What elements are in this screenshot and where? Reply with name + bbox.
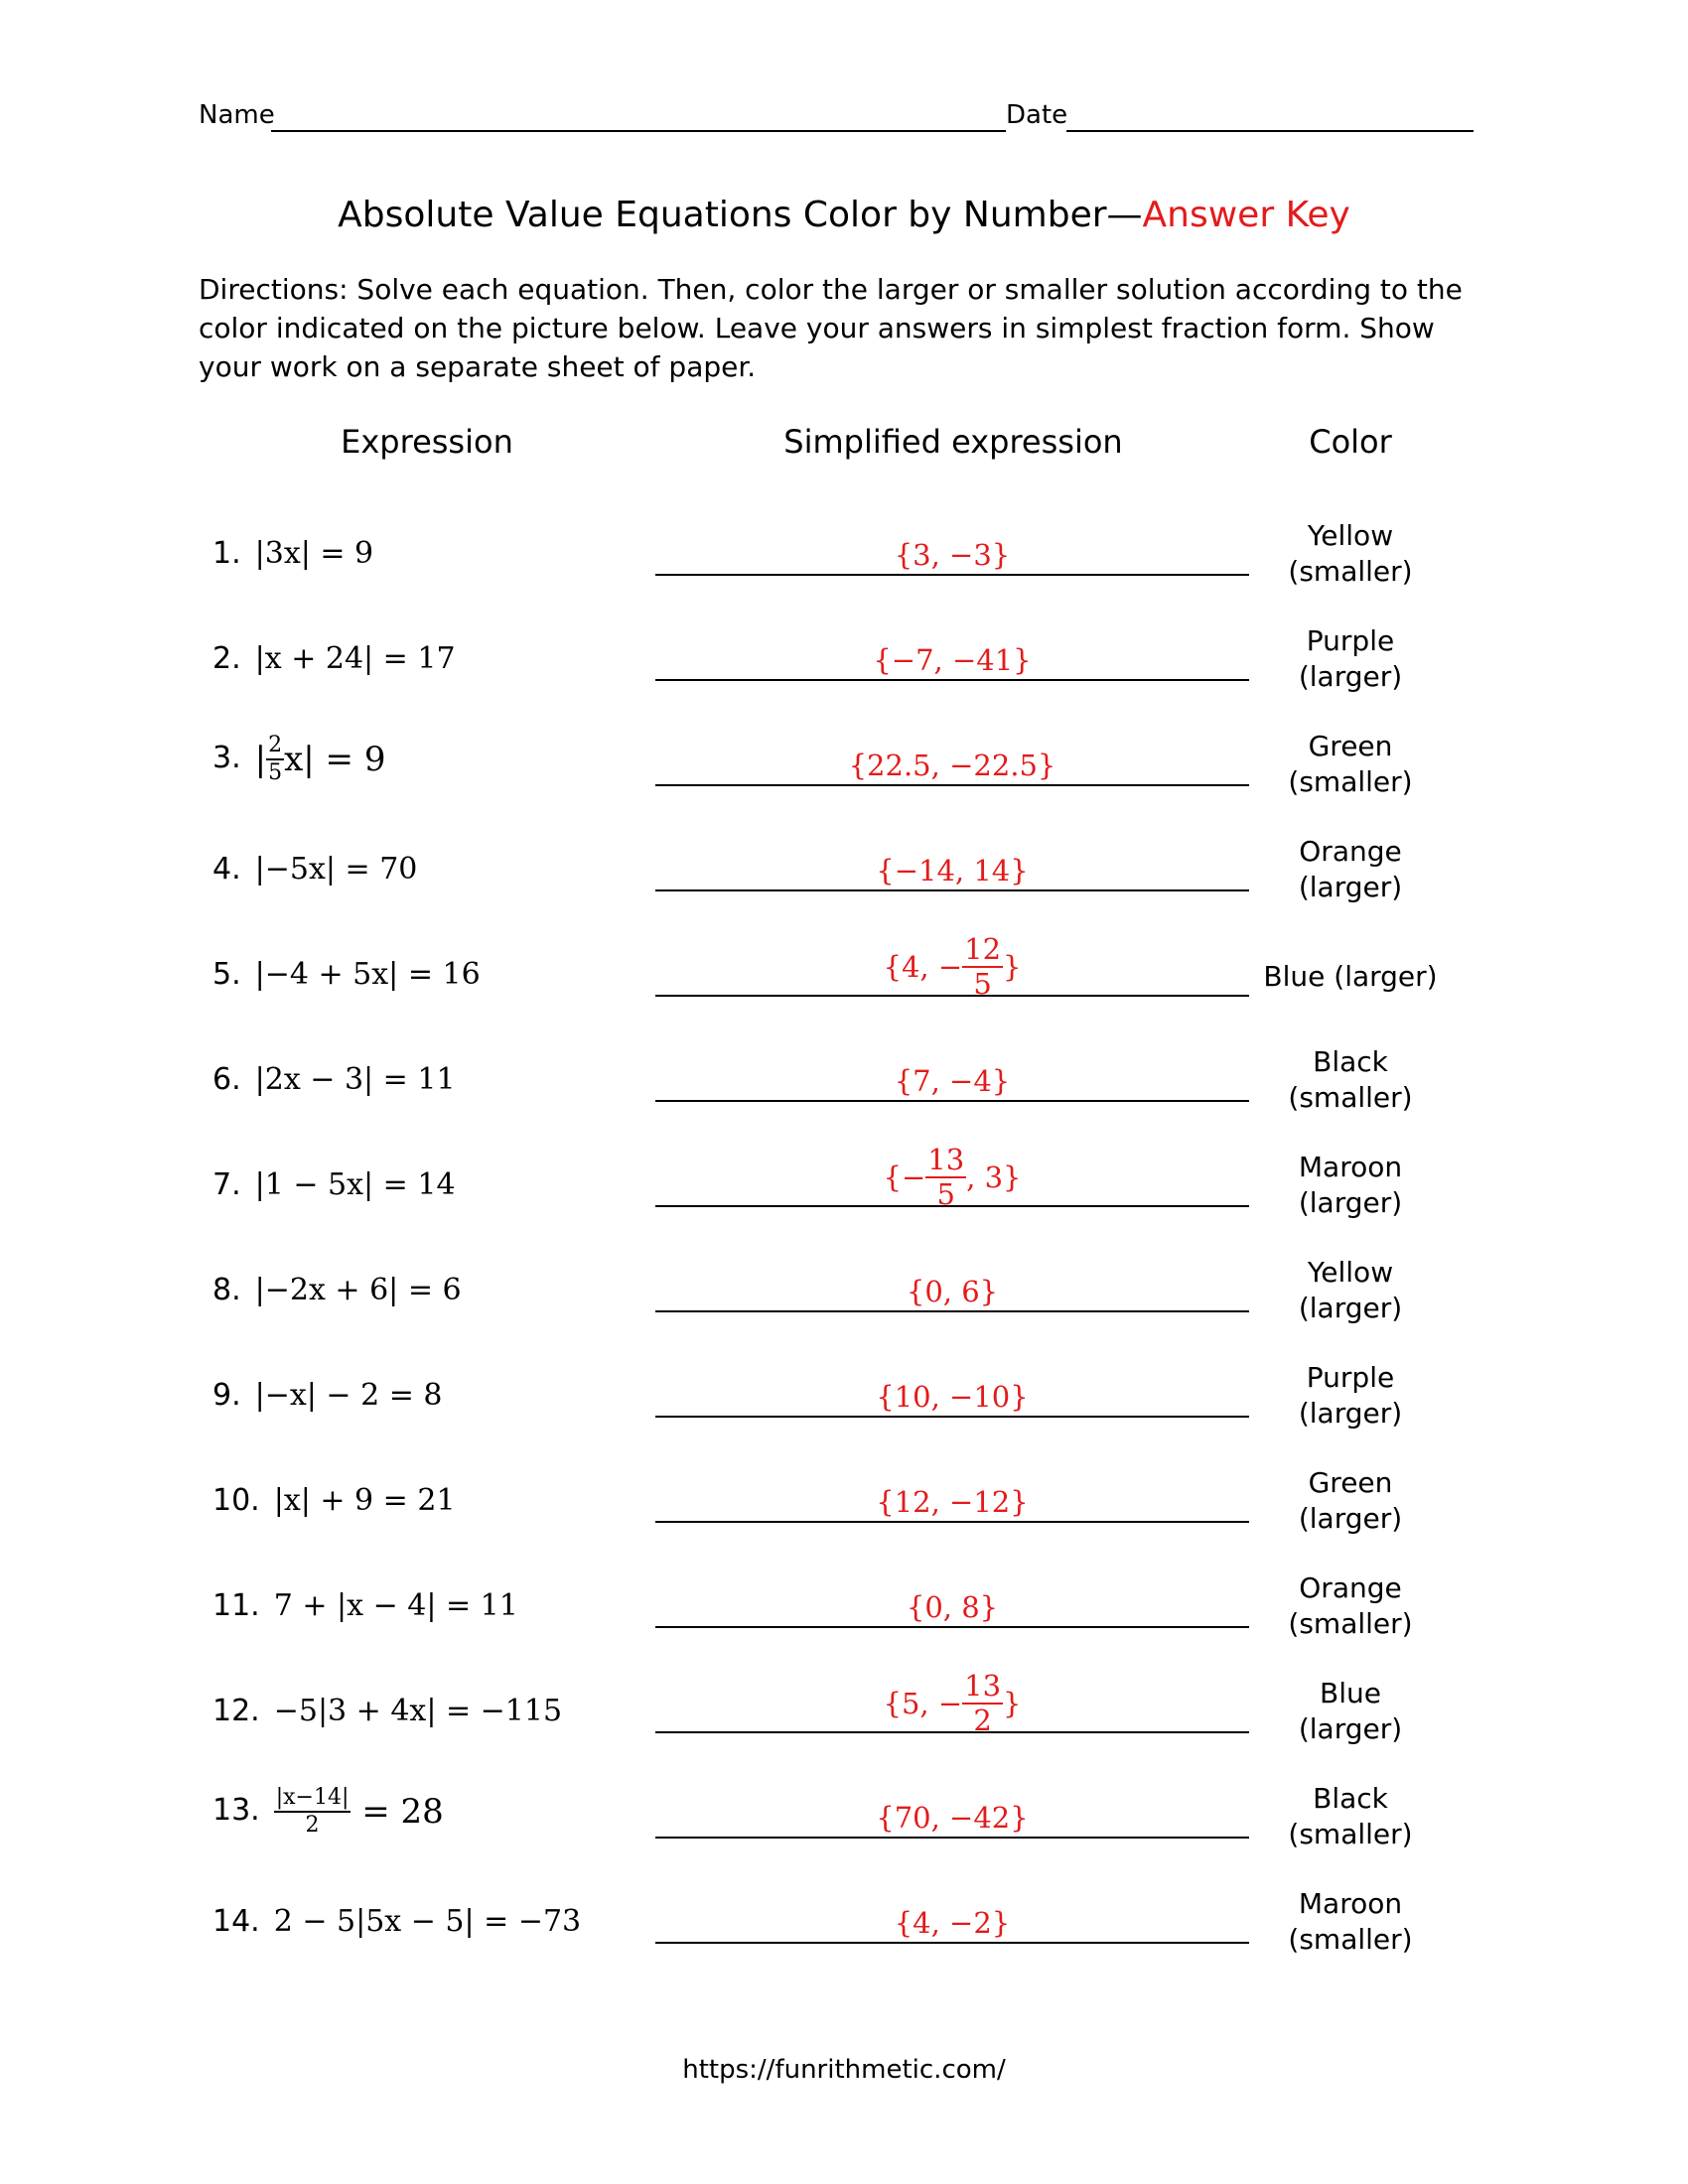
problem-number: 9. [212,1378,241,1413]
answer-line[interactable] [655,1626,1249,1628]
problem-number: 8. [212,1273,241,1307]
directions-text: Solve each equation. Then, color the larger or smaller solution according to the color indicated on the picture below. Leave your answers in simplest fraction form. Show your work on a separate sheet of paper. [199,273,1463,383]
answer: {0, 6} [906,1275,999,1308]
color-name: Purple [1306,1361,1395,1394]
problem-number: 2. [212,641,241,676]
column-header-color: Color [1309,423,1392,461]
color-size: (smaller) [1288,1607,1413,1640]
fraction-denominator: 5 [973,967,992,1001]
answer-line[interactable] [655,574,1249,576]
equation: −5|3 + 4x| = −115 [273,1694,563,1728]
column-header-simplified: Simplified expression [783,423,1123,461]
equation-fraction [266,735,284,784]
date-blank[interactable] [1066,130,1474,132]
color-name: Green [1308,1466,1393,1499]
answer-line[interactable] [655,1310,1249,1312]
color-size: (larger) [1298,1502,1403,1535]
equation: |2x − 3| = 11 [254,1062,456,1097]
expression [212,1588,518,1623]
color-name: Yellow [1307,519,1394,552]
problem-number: 1. [212,536,241,571]
equation: |−4 + 5x| = 16 [254,957,481,992]
expression [212,1694,562,1728]
equation: 7 + |x − 4| = 11 [273,1588,518,1623]
answer-line[interactable] [655,1205,1249,1207]
answer-suffix: } [1003,950,1022,984]
answer-line[interactable] [655,1731,1249,1733]
fraction-numerator: 13 [927,1143,965,1176]
color-label [1231,959,1470,995]
color-size: (larger) [1298,1186,1403,1219]
expression [212,1904,581,1939]
expression [212,1483,456,1518]
answer: {3, −3} [894,538,1011,572]
color-label [1231,1781,1470,1852]
fraction-denominator: 2 [305,1813,320,1838]
color-label [1231,1886,1470,1958]
answer: {7, −4} [894,1064,1011,1098]
title-accent: Answer Key [1142,195,1350,235]
color-size: (smaller) [1288,1081,1413,1114]
color-name: Purple [1306,624,1395,657]
problem-number: 13. [212,1793,260,1828]
color-name: Orange [1299,835,1402,868]
expression [212,1062,456,1097]
color-label [1231,1255,1470,1326]
date-label: Date [1006,100,1068,130]
color-name: Yellow [1307,1256,1394,1289]
color-name: Green [1308,730,1393,762]
color-label [1231,1360,1470,1432]
fraction-denominator: 5 [268,760,283,785]
color-name: Maroon [1298,1151,1403,1183]
answer-line[interactable] [655,1942,1249,1944]
color-name: Black [1313,1045,1388,1078]
equation: |−x| − 2 = 8 [254,1378,443,1413]
answer-fraction [925,1143,966,1211]
answer: {12, −12} [876,1485,1029,1519]
equation: |−2x + 6| = 6 [254,1273,462,1307]
color-label [1231,1676,1470,1747]
color-label [1231,834,1470,905]
expression [212,1167,456,1202]
equation-fraction [274,1787,352,1837]
answer-line[interactable] [655,1416,1249,1418]
color-size: (larger) [1298,1292,1403,1324]
color-size: (smaller) [1288,1818,1413,1850]
answer-line[interactable] [655,889,1249,891]
equation-rhs: = 28 [351,1792,444,1832]
color-size: (larger) [1298,660,1403,693]
color-size: (larger) [1298,1712,1403,1745]
footer-url[interactable]: https://funrithmetic.com/ [682,2055,1006,2085]
fraction-denominator: 5 [936,1177,955,1211]
expression [212,536,373,571]
problem-number: 11. [212,1588,260,1623]
page-title [0,195,1688,235]
answer-line[interactable] [655,679,1249,681]
answer [655,1669,1249,1737]
problem-number: 10. [212,1483,260,1518]
answer-line[interactable] [655,784,1249,786]
expression [212,735,385,784]
color-label [1231,518,1470,590]
answer-prefix: {4, − [883,950,963,984]
fraction-numerator: 12 [964,932,1002,966]
fraction-numerator: 13 [964,1669,1002,1703]
color-size: (larger) [1298,1397,1403,1430]
expression [212,641,456,676]
problem-number: 14. [212,1904,260,1939]
equation-rhs: = 9 [314,740,386,779]
problem-number: 12. [212,1694,260,1728]
equation-suffix: x| [284,740,315,779]
problem-number: 6. [212,1062,241,1097]
equation: 2 − 5|5x − 5| = −73 [273,1904,582,1939]
color-size: (smaller) [1288,765,1413,798]
color-size: (smaller) [1288,1923,1413,1956]
color-label [1231,1044,1470,1116]
answer-fraction [962,1669,1003,1737]
answer-fraction [962,932,1003,1001]
color-label [1231,729,1470,800]
color-size: (smaller) [1288,555,1413,588]
name-label: Name [199,100,275,130]
problem-number: 5. [212,957,241,992]
expression [212,1378,443,1413]
answer: {4, −2} [894,1906,1011,1940]
expression [212,957,481,992]
color-name: Orange [1299,1571,1402,1604]
answer: {−7, −41} [873,643,1032,677]
equation: |−5x| = 70 [254,852,418,887]
answer-line[interactable] [655,1521,1249,1523]
fraction-numerator: |x−14| [274,1787,352,1813]
answer: {−14, 14} [876,854,1029,887]
color-name: Black [1313,1782,1388,1815]
answer: {22.5, −22.5} [848,749,1056,782]
color-size: (larger) [1298,871,1403,903]
color-label [1231,623,1470,695]
answer: {10, −10} [876,1380,1029,1414]
equation: |1 − 5x| = 14 [254,1167,456,1202]
answer: {0, 8} [906,1590,999,1624]
problem-number: 3. [212,741,241,775]
answer-suffix: } [1003,1687,1022,1720]
color-name: Blue (larger) [1263,960,1438,993]
equation-prefix: | [254,740,267,779]
answer: {70, −42} [876,1801,1029,1835]
expression [212,852,417,887]
equation: |x + 24| = 17 [254,641,456,676]
fraction-numerator: 2 [266,735,284,760]
answer-line[interactable] [655,1837,1249,1839]
answer-prefix: {5, − [883,1687,963,1720]
column-header-expression: Expression [341,423,513,461]
directions [199,270,1489,386]
problem-number: 4. [212,852,241,887]
fraction-denominator: 2 [973,1704,992,1737]
expression [212,1273,462,1307]
title-main: Absolute Value Equations Color by Number— [338,195,1143,235]
color-name: Blue [1320,1677,1381,1709]
equation: |x| + 9 = 21 [273,1483,456,1518]
answer [655,1143,1249,1211]
name-blank[interactable] [271,130,1006,132]
answer-prefix: {− [883,1160,926,1194]
equation: |3x| = 9 [254,536,374,571]
answer [655,932,1249,1001]
color-name: Maroon [1298,1887,1403,1920]
answer-line[interactable] [655,995,1249,997]
color-label [1231,1570,1470,1642]
color-label [1231,1465,1470,1537]
directions-label: Directions: [199,273,349,306]
expression [212,1787,444,1837]
answer-line[interactable] [655,1100,1249,1102]
answer-suffix: , 3} [966,1160,1022,1194]
color-label [1231,1150,1470,1221]
problem-number: 7. [212,1167,241,1202]
